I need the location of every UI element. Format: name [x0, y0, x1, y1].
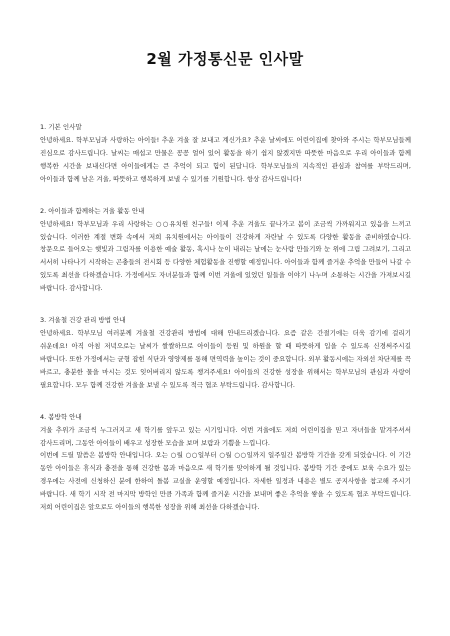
section-heading: 2. 아이들과 함께하는 겨울 활동 안내 [40, 206, 145, 215]
document-content [40, 122, 411, 534]
section-greeting [40, 122, 411, 186]
section-heading: 1. 기본 인사말 [40, 123, 82, 131]
section-spring-break [40, 412, 411, 514]
section-heading: 3. 겨울철 건강 관리 방법 안내 [40, 316, 126, 325]
section-body: 안녕하세요! 학부모님과 우리 사랑하는 ○○유치원 친구들! 이제 추운 겨울도 끝나가고 봄이 조금씩 가까워지고 있음을 느끼고 있습니다. 이러한 계절 변화 속에서 저희 유치원에서는 아이들이 건강하게 자란날 수 있도록 다양한 활동을 준비하였습니다. 창문으로 들어오는 햇빛과 그림자를 이용한 예술 활동, 혹시나 눈이 내리는 날에는 눈사람 만들기와 눈 위에 그림 그려보기, 그리고 서서히 나타나기 시작하는 곤충들의 전시회 등 다양한 체험활동을 진행할 예정입니다. 아이들과 함께 즐거운 추억을 만들어 나갈 수 있도록 최선을 다하겠습니다. 가정에서도 자녀분들과 함께 이번 겨울에 있었던 일들을 이야기 나누며 소통하는 시간을 가져보시길 바랍니다. 감사합니다. [40, 219, 411, 293]
section-body: 겨울 추위가 조금씩 누그러지고 새 학기를 앞두고 있는 시기입니다. 이번 겨울에도 저희 어린이집을 믿고 자녀들을 맡겨주셔서 감사드리며, 그동안 아이들이 배우고 성장한 모습을 보며 보람과 기쁨을 느낍니다. 이번에 드릴 말씀은 봄방학 안내입니다. 오는 ○월 ○○일부터 ○월 ○○일까지 일주일간 봄방학 기간을 갖게 되었습니다. 이 기간 동안 아이들은 휴식과 충전을 통해 건강한 몸과 마음으로 새 학기를 맞이하게 될 것입니다. 봄방학 기간 중에도 보육 수요가 있는 경우에는 사전에 신청하신 분에 한하여 돌봄 교실을 운영할 예정입니다. 자세한 일정과 내용은 별도 공지사항을 참고해 주시기 바랍니다. 새 학기 시작 전 마지막 방학인 만큼 가족과 함께 즐거운 시간을 보내며 좋은 추억을 쌓을 수 있도록 협조 부탁드립니다. 저희 어린이집은 앞으로도 아이들의 행복한 성장을 위해 최선을 다하겠습니다. [40, 425, 411, 512]
document-title: 2월 가정통신문 인사말 [146, 50, 304, 68]
section-body: 안녕하세요. 학부모님과 사랑하는 아이들! 추운 겨울 잘 보내고 계신가요? 추운 날씨에도 어린이집에 찾아와 주시는 학부모님들께 진심으로 감사드립니다. 날씨는 매섭고 만물은 꽁꽁 얼어 있어 활동을 하기 쉽지 않겠지만 따뜻한 마음으로 우리 아이들과 함께 행복한 시간을 보내신다면 아이들에게는 큰 추억이 되고 힘이 된답니다. 학부모님들의 지속적인 관심과 참여를 부탁드리며, 아이들과 함께 남은 겨울, 따뜻하고 행복하게 보낼 수 있기를 기원합니다. 항상 감사드립니다! [40, 136, 411, 183]
section-body: 안녕하세요. 학부모님 여러분께 겨울철 건강관리 방법에 대해 안내드리겠습니다. 요즘 같은 간절기에는 더욱 감기에 걸리기 쉬운데요! 아직 아침 저녁으로는 날씨가 쌀쌀하므로 아이들이 등원 및 하원을 할 때 따뜻하게 입을 수 있도록 신경써주시길 바랍니다. 또한 가정에서는 균형 잡힌 식단과 영양제를 통해 면역력을 높이는 것이 중요합니다. 외부 활동시에는 자외선 차단제를 꼭 바르고, 충분한 물을 마시는 것도 잊어버리지 않도록 챙겨주세요! 아이들의 건강한 성장을 위해서는 학부모님의 관심과 사랑이 필요합니다. 모두 함께 건강한 겨울을 보낼 수 있도록 적극 협조 부탁드립니다. 감사합니다. [40, 329, 411, 389]
section-heading: 4. 봄방학 안내 [40, 412, 82, 421]
section-winter-activities [40, 206, 411, 295]
section-health-care [40, 315, 411, 392]
